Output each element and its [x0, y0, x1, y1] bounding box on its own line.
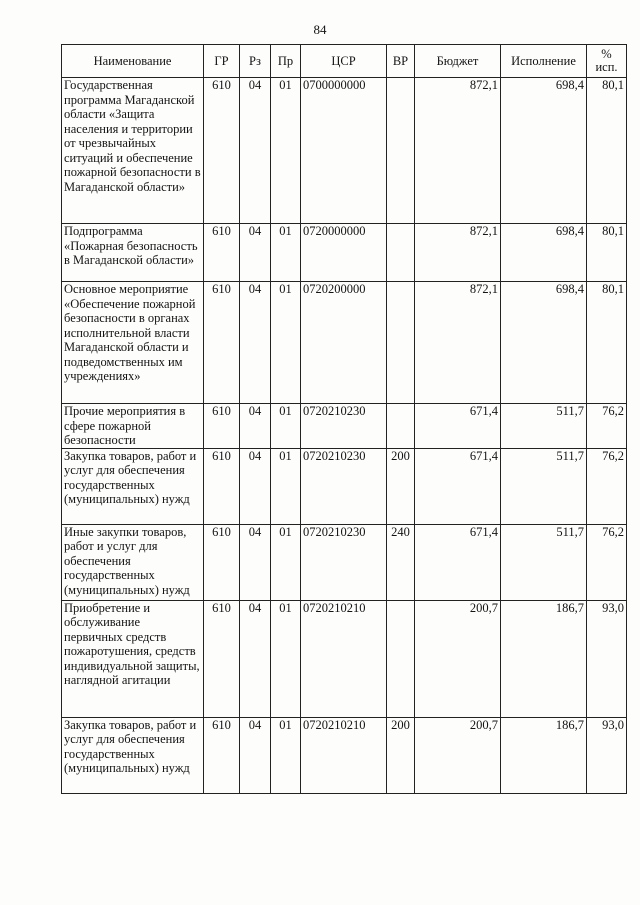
row-pr: 01 — [271, 717, 301, 793]
row-pr: 01 — [271, 224, 301, 282]
row-csr: 0720000000 — [301, 224, 387, 282]
row-rz: 04 — [240, 600, 271, 717]
row-budget: 872,1 — [415, 78, 501, 224]
table-row — [62, 717, 627, 793]
header-csr: ЦСР — [301, 45, 387, 78]
row-csr: 0720210230 — [301, 448, 387, 524]
row-pr: 01 — [271, 524, 301, 600]
row-execution: 186,7 — [501, 600, 587, 717]
row-rz: 04 — [240, 717, 271, 793]
row-percent: 80,1 — [587, 282, 627, 404]
budget-table — [61, 44, 627, 794]
row-percent: 93,0 — [587, 600, 627, 717]
row-csr: 0720210210 — [301, 717, 387, 793]
header-percent-label: исп. — [595, 60, 618, 74]
header-percent — [587, 45, 627, 78]
row-vr: 200 — [387, 448, 415, 524]
row-name: Закупка товаров, работ и услуг для обеспечения государственных (муниципальных) нужд — [62, 448, 204, 524]
header-vr: ВР — [387, 45, 415, 78]
row-gr: 610 — [204, 524, 240, 600]
row-csr: 0720210210 — [301, 600, 387, 717]
row-vr — [387, 404, 415, 449]
table-row — [62, 524, 627, 600]
table-row — [62, 224, 627, 282]
row-vr — [387, 282, 415, 404]
row-csr: 0720210230 — [301, 524, 387, 600]
row-percent: 76,2 — [587, 404, 627, 449]
table-body — [62, 78, 627, 794]
table-row — [62, 600, 627, 717]
row-csr: 0720210230 — [301, 404, 387, 449]
row-percent: 80,1 — [587, 224, 627, 282]
row-pr: 01 — [271, 404, 301, 449]
row-name: Приобретение и обслуживание первичных средств пожаротушения, средств индивидуальной защиты, наглядной агитации — [62, 600, 204, 717]
row-percent: 80,1 — [587, 78, 627, 224]
header-execution: Исполнение — [501, 45, 587, 78]
table-header-row — [62, 45, 627, 78]
row-csr: 0700000000 — [301, 78, 387, 224]
header-percent-sign: % — [601, 47, 612, 61]
header-pr: Пр — [271, 45, 301, 78]
row-name: Иные закупки товаров, работ и услуг для обеспечения государственных (муниципальных) нужд — [62, 524, 204, 600]
row-gr: 610 — [204, 448, 240, 524]
header-name: Наименование — [62, 45, 204, 78]
row-execution: 511,7 — [501, 448, 587, 524]
row-gr: 610 — [204, 404, 240, 449]
header-rz: Рз — [240, 45, 271, 78]
row-rz: 04 — [240, 78, 271, 224]
row-vr — [387, 600, 415, 717]
table-row — [62, 404, 627, 449]
row-execution: 698,4 — [501, 78, 587, 224]
row-gr: 610 — [204, 717, 240, 793]
row-gr: 610 — [204, 224, 240, 282]
row-pr: 01 — [271, 600, 301, 717]
row-budget: 671,4 — [415, 404, 501, 449]
row-vr: 200 — [387, 717, 415, 793]
table-row — [62, 78, 627, 224]
row-pr: 01 — [271, 448, 301, 524]
row-name: Закупка товаров, работ и услуг для обеспечения государственных (муниципальных) нужд — [62, 717, 204, 793]
row-rz: 04 — [240, 404, 271, 449]
table-row — [62, 448, 627, 524]
row-csr: 0720200000 — [301, 282, 387, 404]
row-name: Прочие мероприятия в сфере пожарной безопасности — [62, 404, 204, 449]
row-name: Государственная программа Магаданской области «Защита населения и территории от чрезвычайных ситуаций и обеспечение пожарной безопасности в Магаданской области» — [62, 78, 204, 224]
row-execution: 698,4 — [501, 224, 587, 282]
page-number: 84 — [313, 22, 327, 37]
row-budget: 872,1 — [415, 282, 501, 404]
row-execution: 186,7 — [501, 717, 587, 793]
row-execution: 698,4 — [501, 282, 587, 404]
row-execution: 511,7 — [501, 404, 587, 449]
row-vr — [387, 78, 415, 224]
row-gr: 610 — [204, 282, 240, 404]
row-budget: 872,1 — [415, 224, 501, 282]
row-percent: 76,2 — [587, 524, 627, 600]
header-budget: Бюджет — [415, 45, 501, 78]
row-pr: 01 — [271, 282, 301, 404]
row-budget: 200,7 — [415, 717, 501, 793]
row-gr: 610 — [204, 600, 240, 717]
row-budget: 671,4 — [415, 524, 501, 600]
row-vr: 240 — [387, 524, 415, 600]
row-budget: 200,7 — [415, 600, 501, 717]
header-gr: ГР — [204, 45, 240, 78]
row-rz: 04 — [240, 524, 271, 600]
row-rz: 04 — [240, 224, 271, 282]
row-percent: 76,2 — [587, 448, 627, 524]
row-rz: 04 — [240, 282, 271, 404]
row-vr — [387, 224, 415, 282]
row-percent: 93,0 — [587, 717, 627, 793]
row-rz: 04 — [240, 448, 271, 524]
row-execution: 511,7 — [501, 524, 587, 600]
row-pr: 01 — [271, 78, 301, 224]
row-budget: 671,4 — [415, 448, 501, 524]
row-gr: 610 — [204, 78, 240, 224]
row-name: Основное мероприятие «Обеспечение пожарной безопасности в органах исполнительной власти Магаданской области и подведомственных им учреждениях» — [62, 282, 204, 404]
table-row — [62, 282, 627, 404]
row-name: Подпрограмма «Пожарная безопасность в Магаданской области» — [62, 224, 204, 282]
